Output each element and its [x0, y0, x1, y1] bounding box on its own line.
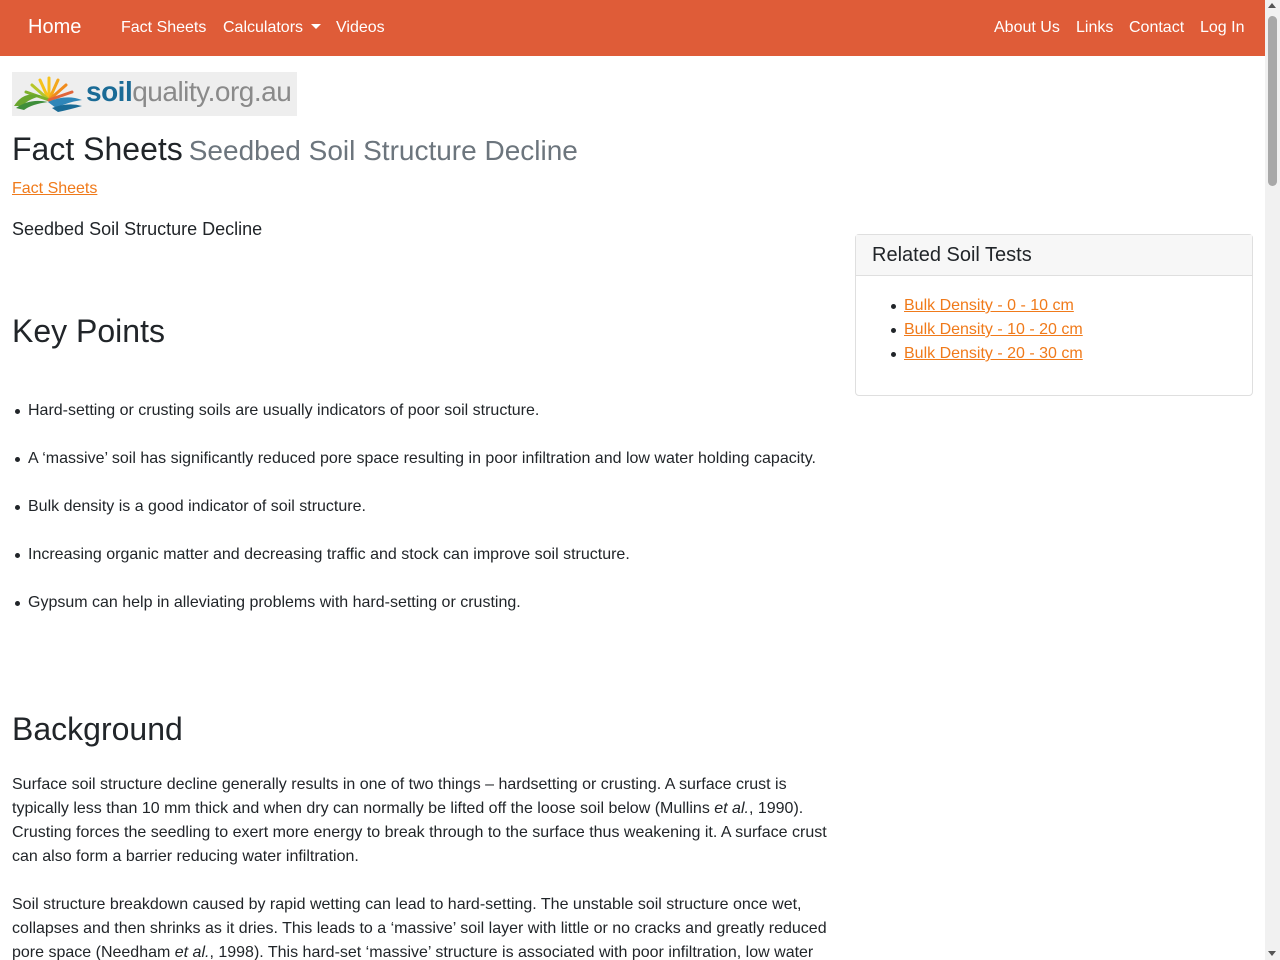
bulk-density-0-10-link[interactable]: Bulk Density - 0 - 10 cm: [904, 297, 1074, 314]
key-points-list: [12, 401, 842, 641]
background-paragraph-1: Surface soil structure decline generally results in one of two things – hardsetting or crusting. A surface crust is typically less than 10 mm thick and when dry can normally be lifted off the loose soil below (Mullins et al., 1990). Crusting forces the seedling to exert more energy to break through to the surface thus weakening it. A surface crust can also form a barrier reducing water infiltration.: [12, 776, 827, 865]
page-scrollbar[interactable]: [1265, 0, 1280, 960]
list-item: [904, 294, 1252, 318]
breadcrumb-fact-sheets-link[interactable]: Fact Sheets: [12, 180, 98, 197]
list-item: [904, 342, 1252, 366]
nav-calculators-dropdown[interactable]: [223, 19, 321, 37]
bulk-density-20-30-link[interactable]: Bulk Density - 20 - 30 cm: [904, 345, 1083, 362]
bulk-density-10-20-link[interactable]: Bulk Density - 10 - 20 cm: [904, 321, 1083, 338]
nav-fact-sheets-link[interactable]: Fact Sheets: [121, 19, 207, 36]
list-item: Increasing organic matter and decreasing traffic and stock can improve soil structure.: [12, 545, 842, 593]
nav-login-link[interactable]: Log In: [1200, 19, 1245, 36]
scroll-down-arrow-icon[interactable]: [1268, 951, 1276, 956]
list-item: Gypsum can help in alleviating problems with hard-setting or crusting.: [12, 593, 842, 641]
logo-wordmark: soilquality.org.au: [86, 76, 292, 107]
nav-links-link[interactable]: Links: [1076, 19, 1114, 36]
list-item: Bulk density is a good indicator of soil structure.: [12, 497, 842, 545]
nav-contact-link[interactable]: Contact: [1129, 19, 1185, 36]
nav-videos-link[interactable]: Videos: [336, 19, 385, 36]
background-heading: Background: [12, 711, 183, 747]
site-logo[interactable]: [12, 72, 297, 116]
related-soil-tests-card: [855, 234, 1253, 396]
page-title-main: Fact Sheets: [12, 131, 183, 167]
article-lead: Seedbed Soil Structure Decline: [12, 219, 263, 239]
caret-down-icon: [311, 24, 321, 29]
scroll-up-arrow-icon[interactable]: [1268, 3, 1276, 8]
scrollbar-thumb[interactable]: [1268, 16, 1277, 186]
list-item: Hard-setting or crusting soils are usually indicators of poor soil structure.: [12, 401, 842, 449]
related-tests-list: [856, 276, 1252, 366]
page-subtitle: Seedbed Soil Structure Decline: [188, 135, 578, 166]
nav-calculators-label: Calculators: [223, 19, 304, 36]
card-header: Related Soil Tests: [856, 235, 1252, 276]
nav-home-link[interactable]: Home: [28, 16, 82, 38]
page-title: [12, 131, 578, 168]
background-paragraph-2: Soil structure breakdown caused by rapid wetting can lead to hard-setting. The unstable soil structure once wet, collapses and then shrinks as it dries. This leads to a ‘massive’ soil layer with little or no cracks and greatly reduced pore space (Needham et al., 1998). This hard-set ‘massive’ structure is associated with poor infiltration, low water: [12, 896, 827, 960]
sunrise-logo-icon: [12, 72, 84, 116]
list-item: A ‘massive’ soil has significantly reduced pore space resulting in poor infiltration and low water holding capacity.: [12, 449, 842, 497]
nav-about-link[interactable]: About Us: [994, 19, 1060, 36]
key-points-heading: Key Points: [12, 313, 165, 349]
list-item: [904, 318, 1252, 342]
top-navbar: [0, 0, 1265, 56]
